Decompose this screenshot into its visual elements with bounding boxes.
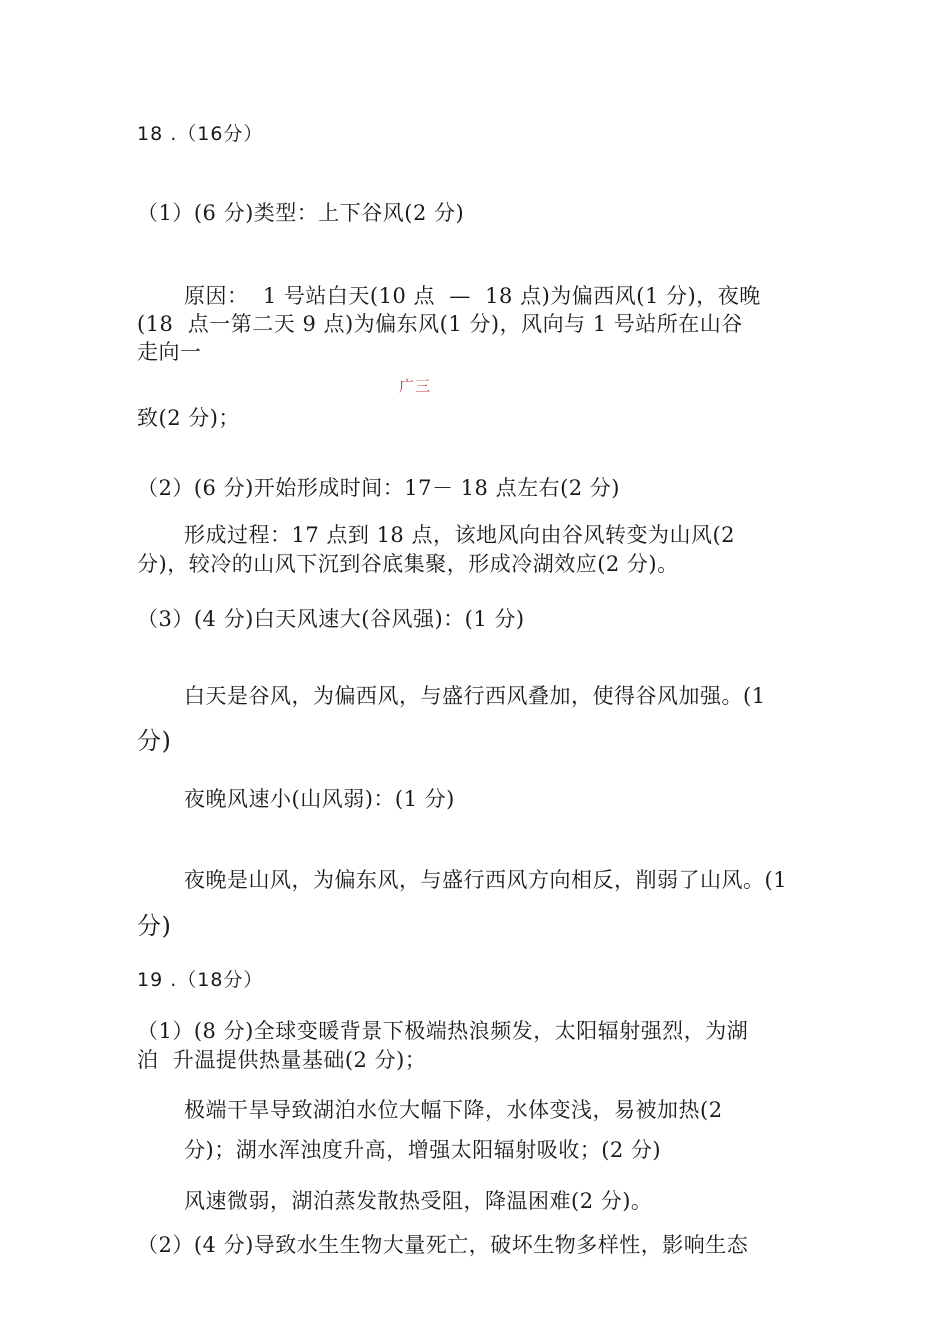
q18-reason-line-2: (18 点一第二天 9 点)为偏东风(1 分)，风向与 1 号站所在山谷 bbox=[137, 312, 743, 336]
q18-night-explain-line-1: 夜晚是山风，为偏东风，与盛行西风方向相反，削弱了山风。(1 bbox=[184, 868, 788, 892]
q19-part1-line-1: （1）(8 分)全球变暖背景下极端热浪频发，太阳辐射强烈，为湖 bbox=[137, 1019, 749, 1043]
q18-night-speed: 夜晚风速小(山风弱)：(1 分) bbox=[184, 787, 455, 811]
q19-part2-line-1: （2）(4 分)导致水生生物大量死亡，破坏生物多样性，影响生态 bbox=[137, 1233, 749, 1257]
q18-reason-line-1: 原因： 1 号站白天(10 点 — 18 点)为偏西风(1 分)，夜晚 bbox=[184, 284, 761, 308]
q18-part2-time: （2）(6 分)开始形成时间：17－ 18 点左右(2 分) bbox=[137, 476, 620, 500]
question-18-heading: 18 .（16分） bbox=[137, 123, 264, 145]
q19-drought-line-1: 极端干旱导致湖泊水位大幅下降，水体变浅，易被加热(2 bbox=[184, 1098, 723, 1122]
question-19-heading: 19 .（18分） bbox=[137, 969, 264, 991]
q18-reason-line-4: 致(2 分)； bbox=[137, 406, 240, 430]
q18-process-line-2: 分)，较冷的山风下沉到谷底集聚，形成冷湖效应(2 分)。 bbox=[137, 552, 679, 576]
q18-day-explain-line-2: 分) bbox=[137, 727, 172, 755]
q19-wind-line: 风速微弱，湖泊蒸发散热受阻，降温困难(2 分)。 bbox=[184, 1189, 653, 1213]
q18-part3-day: （3）(4 分)白天风速大(谷风强)：(1 分) bbox=[137, 607, 525, 631]
q18-day-explain-line-1: 白天是谷风，为偏西风，与盛行西风叠加，使得谷风加强。(1 bbox=[184, 684, 766, 708]
q18-reason-line-3: 走向一 bbox=[137, 340, 202, 364]
q18-process-line-1: 形成过程：17 点到 18 点，该地风向由谷风转变为山风(2 bbox=[184, 523, 736, 547]
red-stamp-text: 广三 bbox=[399, 377, 432, 395]
q19-drought-line-2: 分)；湖水浑浊度升高，增强太阳辐射吸收；(2 分) bbox=[184, 1138, 662, 1162]
q18-part1-type: （1）(6 分)类型：上下谷风(2 分) bbox=[137, 201, 465, 225]
q19-part1-line-2: 泊 升温提供热量基础(2 分)； bbox=[137, 1048, 427, 1072]
q18-night-explain-line-2: 分) bbox=[137, 912, 172, 940]
